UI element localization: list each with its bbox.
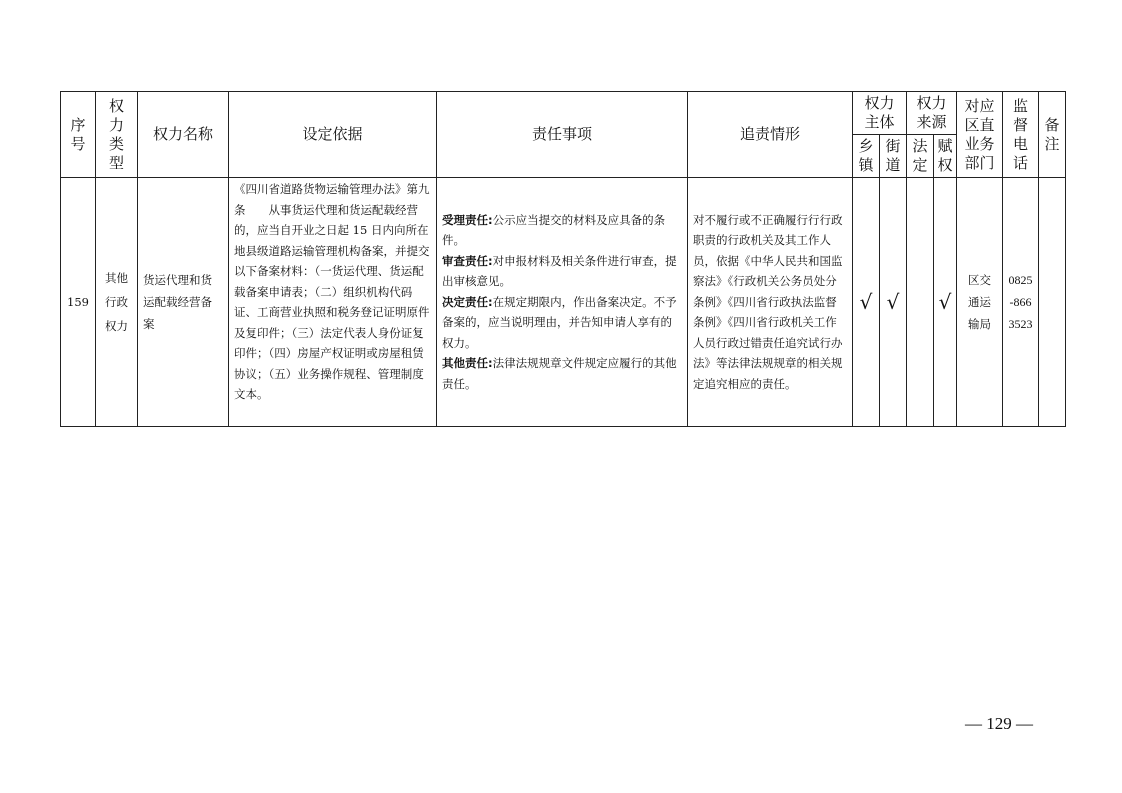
cell-street-check: √ [880,178,907,427]
resp-other: 其他责任:法律法规规章文件规定应履行的其他责任。 [442,356,677,391]
cell-basis: 《四川省道路货物运输管理办法》第九条 从事货运代理和货运配载经营的，应当自开业之日起 15 日内向所在地县级道路运输管理机构备案，并提交以下备案材料：（一货运代理、货运配载备案申请表；（二）组织机构代码证、工商营业执照和税务登记证明原件及复印件；（三）法定代表人身份证复印件；（四）房屋产权证明或房屋租赁协议；（五）业务操作规程、管理制度文本。 [229,178,437,427]
cell-granted-check: √ [934,178,957,427]
header-remark: 备注 [1039,92,1066,178]
power-list-table [60,91,1066,427]
cell-type: 其他行政权力 [96,178,138,427]
cell-name: 货运代理和货运配载经营备案 [138,178,229,427]
cell-remark [1039,178,1066,427]
header-subject: 权力主体 [853,92,907,135]
cell-town-check: √ [853,178,880,427]
cell-phone: 0825-8663523 [1003,178,1039,427]
header-phone: 监督电话 [1003,92,1039,178]
header-source: 权力来源 [907,92,957,135]
resp-accept: 受理责任:公示应当提交的材料及应具备的条件。 [442,212,666,248]
header-type: 权力类型 [96,92,138,178]
header-basis: 设定依据 [229,92,437,178]
header-accountability: 追责情形 [688,92,853,178]
header-subject-street: 街道 [880,135,907,178]
header-source-legal: 法定 [907,135,934,178]
header-source-granted: 赋权 [934,135,957,178]
resp-decide: 决定责任:在规定期限内，作出备案决定。不予备案的，应当说明理由，并告知申请人享有的权力。 [442,294,677,350]
cell-legal-check [907,178,934,427]
page-number: — 129 — [965,714,1033,733]
cell-accountability: 对不履行或不正确履行行行政职责的行政机关及其工作人员，依据《中华人民共和国监察法》《行政机关公务员处分条例》《四川省行政执法监督条例》《四川省行政机关工作人员行政过错责任追究试行办法》等法律法规规章的相关规定追究相应的责任。 [688,178,853,427]
resp-review: 审查责任:对申报材料及相关条件进行审查，提出审核意见。 [442,253,677,289]
table-row [61,178,1066,427]
header-seq: 序号 [61,92,96,178]
header-dept: 对应区直业务部门 [957,92,1003,178]
header-name: 权力名称 [138,92,229,178]
cell-seq: 159 [61,178,96,427]
cell-dept: 区交通运输局 [957,178,1003,427]
cell-responsibility [437,178,688,427]
header-responsibility: 责任事项 [437,92,688,178]
header-subject-town: 乡镇 [853,135,880,178]
